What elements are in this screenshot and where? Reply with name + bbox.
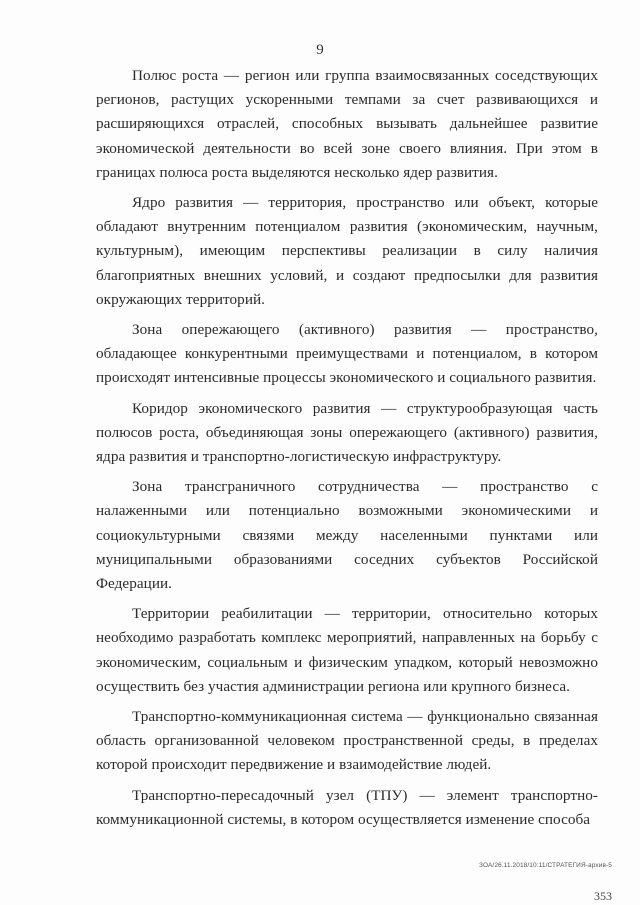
paragraph-transport-system: Транспортно-коммуникационная система — функционально связанная область организованной человеком пространственной среды, в пределах которой происходит передвижение и взаимодействие людей. [96,708,598,774]
paragraph-economic-corridor: Коридор экономического развития — структурообразующая часть полюсов роста, объединяющая зоны опережающего (активного) развития, ядра развития и транспортно-логистическую инфраструктуру. [96,399,598,466]
paragraph-transfer-hub: Транспортно-пересадочный узел (ТПУ) — элемент транспортно-коммуникационной системы, в котором осуществляется изменение способа [96,786,598,828]
document-body [96,64,598,838]
paragraph-rehabilitation-territories: Территории реабилитации — территории, относительно которых необходимо разработать комплекс мероприятий, направленных на борьбу с экономическим, социальным и физическим упадком, который невозможно осуществить без участия администрации региона или крупного бизнеса. [96,605,598,695]
paragraph-growth-pole: Полюс роста — регион или группа взаимосвязанных соседствующих регионов, растущих ускоренными темпами за счет развивающихся и расширяющихся отраслей, способных вызывать дальнейшее развитие экономической деятельности во всей зоне своего влияния. При этом в границах полюса роста выделяются несколько ядер развития. [96,67,598,181]
footer-stamp: ЗОА/26.11.2018/10:11/СТРАТЕГИЯ-архив-5 [479,862,612,869]
paragraph-cross-border-zone: Зона трансграничного сотрудничества — пространство с налаженными или потенциально возможными экономическими и социокультурными связями между населенными пунктами или муниципальными образованиями соседних субъектов Российской Федерации. [96,478,598,593]
paragraph-development-core: Ядро развития — территория, пространство или объект, которые обладают внутренним потенциалом развития (экономическим, научным, культурным), имеющим перспективы реализации в силу наличия благоприятных внешних условий, и создают предпосылки для развития окружающих территорий. [96,194,598,308]
sheet-number: 353 [594,889,612,903]
page-number: 9 [316,42,324,58]
paragraph-advanced-development-zone: Зона опережающего (активного) развития — пространство, обладающее конкурентными преимуществами и потенциалом, в котором происходят интенсивные процессы экономического и социального развития. [96,321,598,387]
